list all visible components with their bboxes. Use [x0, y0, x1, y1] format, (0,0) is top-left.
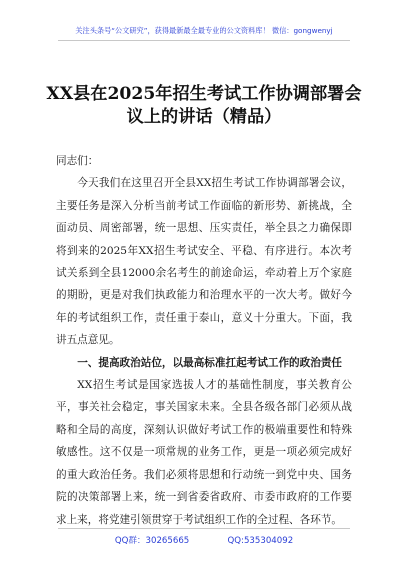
footer-contact: [0, 534, 408, 546]
document-title: XX县在2025年招生考试工作协调部署会议上的讲话（精品）: [46, 84, 362, 127]
footer-qq-group: QQ群：30265665: [114, 536, 190, 546]
section-heading: 一、提高政治站位，以最高标准扛起考试工作的政治责任: [77, 356, 343, 369]
footer-divider: [58, 528, 350, 529]
footer-qq: QQ:535304092: [227, 536, 294, 546]
document-body: [56, 150, 352, 531]
header-divider: [58, 40, 350, 41]
body-paragraph: 今天我们在这里召开全县XX招生考试工作协调部署会议，主要任务是深入分析当前考试工作面临的新形势、新挑战，全面动员、周密部署，统一思想、压实责任，举全县之力确保即将到来的2025年XX招生考试安全、平稳、有序进行。本次考试关系到全县12000余名考生的前途命运，牵动着上万个家庭的期盼，更是对我们执政能力和治理水平的一次大考。做好今年的考试组织工作，责任重于泰山，意义十分重大。下面，我讲五点意见。: [56, 177, 352, 347]
salutation: 同志们：: [56, 155, 99, 167]
body-paragraph: XX招生考试是国家选拔人才的基础性制度，事关教育公平，事关社会稳定，事关国家未来。全县各级各部门必须从战略和全局的高度，深刻认识做好考试工作的极端重要性和特殊敏感性。这不仅是一项常规的业务工作，更是一项必须完成好的重大政治任务。我们必须将思想和行动统一到党中央、国务院的决策部署上来，统一到省委省政府、市委市政府的工作要求上来，将党建引领贯穿于考试组织工作的全过程、各环节。: [56, 379, 352, 526]
header-banner: 关注头条号“公文研究”，获得最新最全最专业的公文资料库！ 微信：gongwenyj: [75, 26, 333, 35]
